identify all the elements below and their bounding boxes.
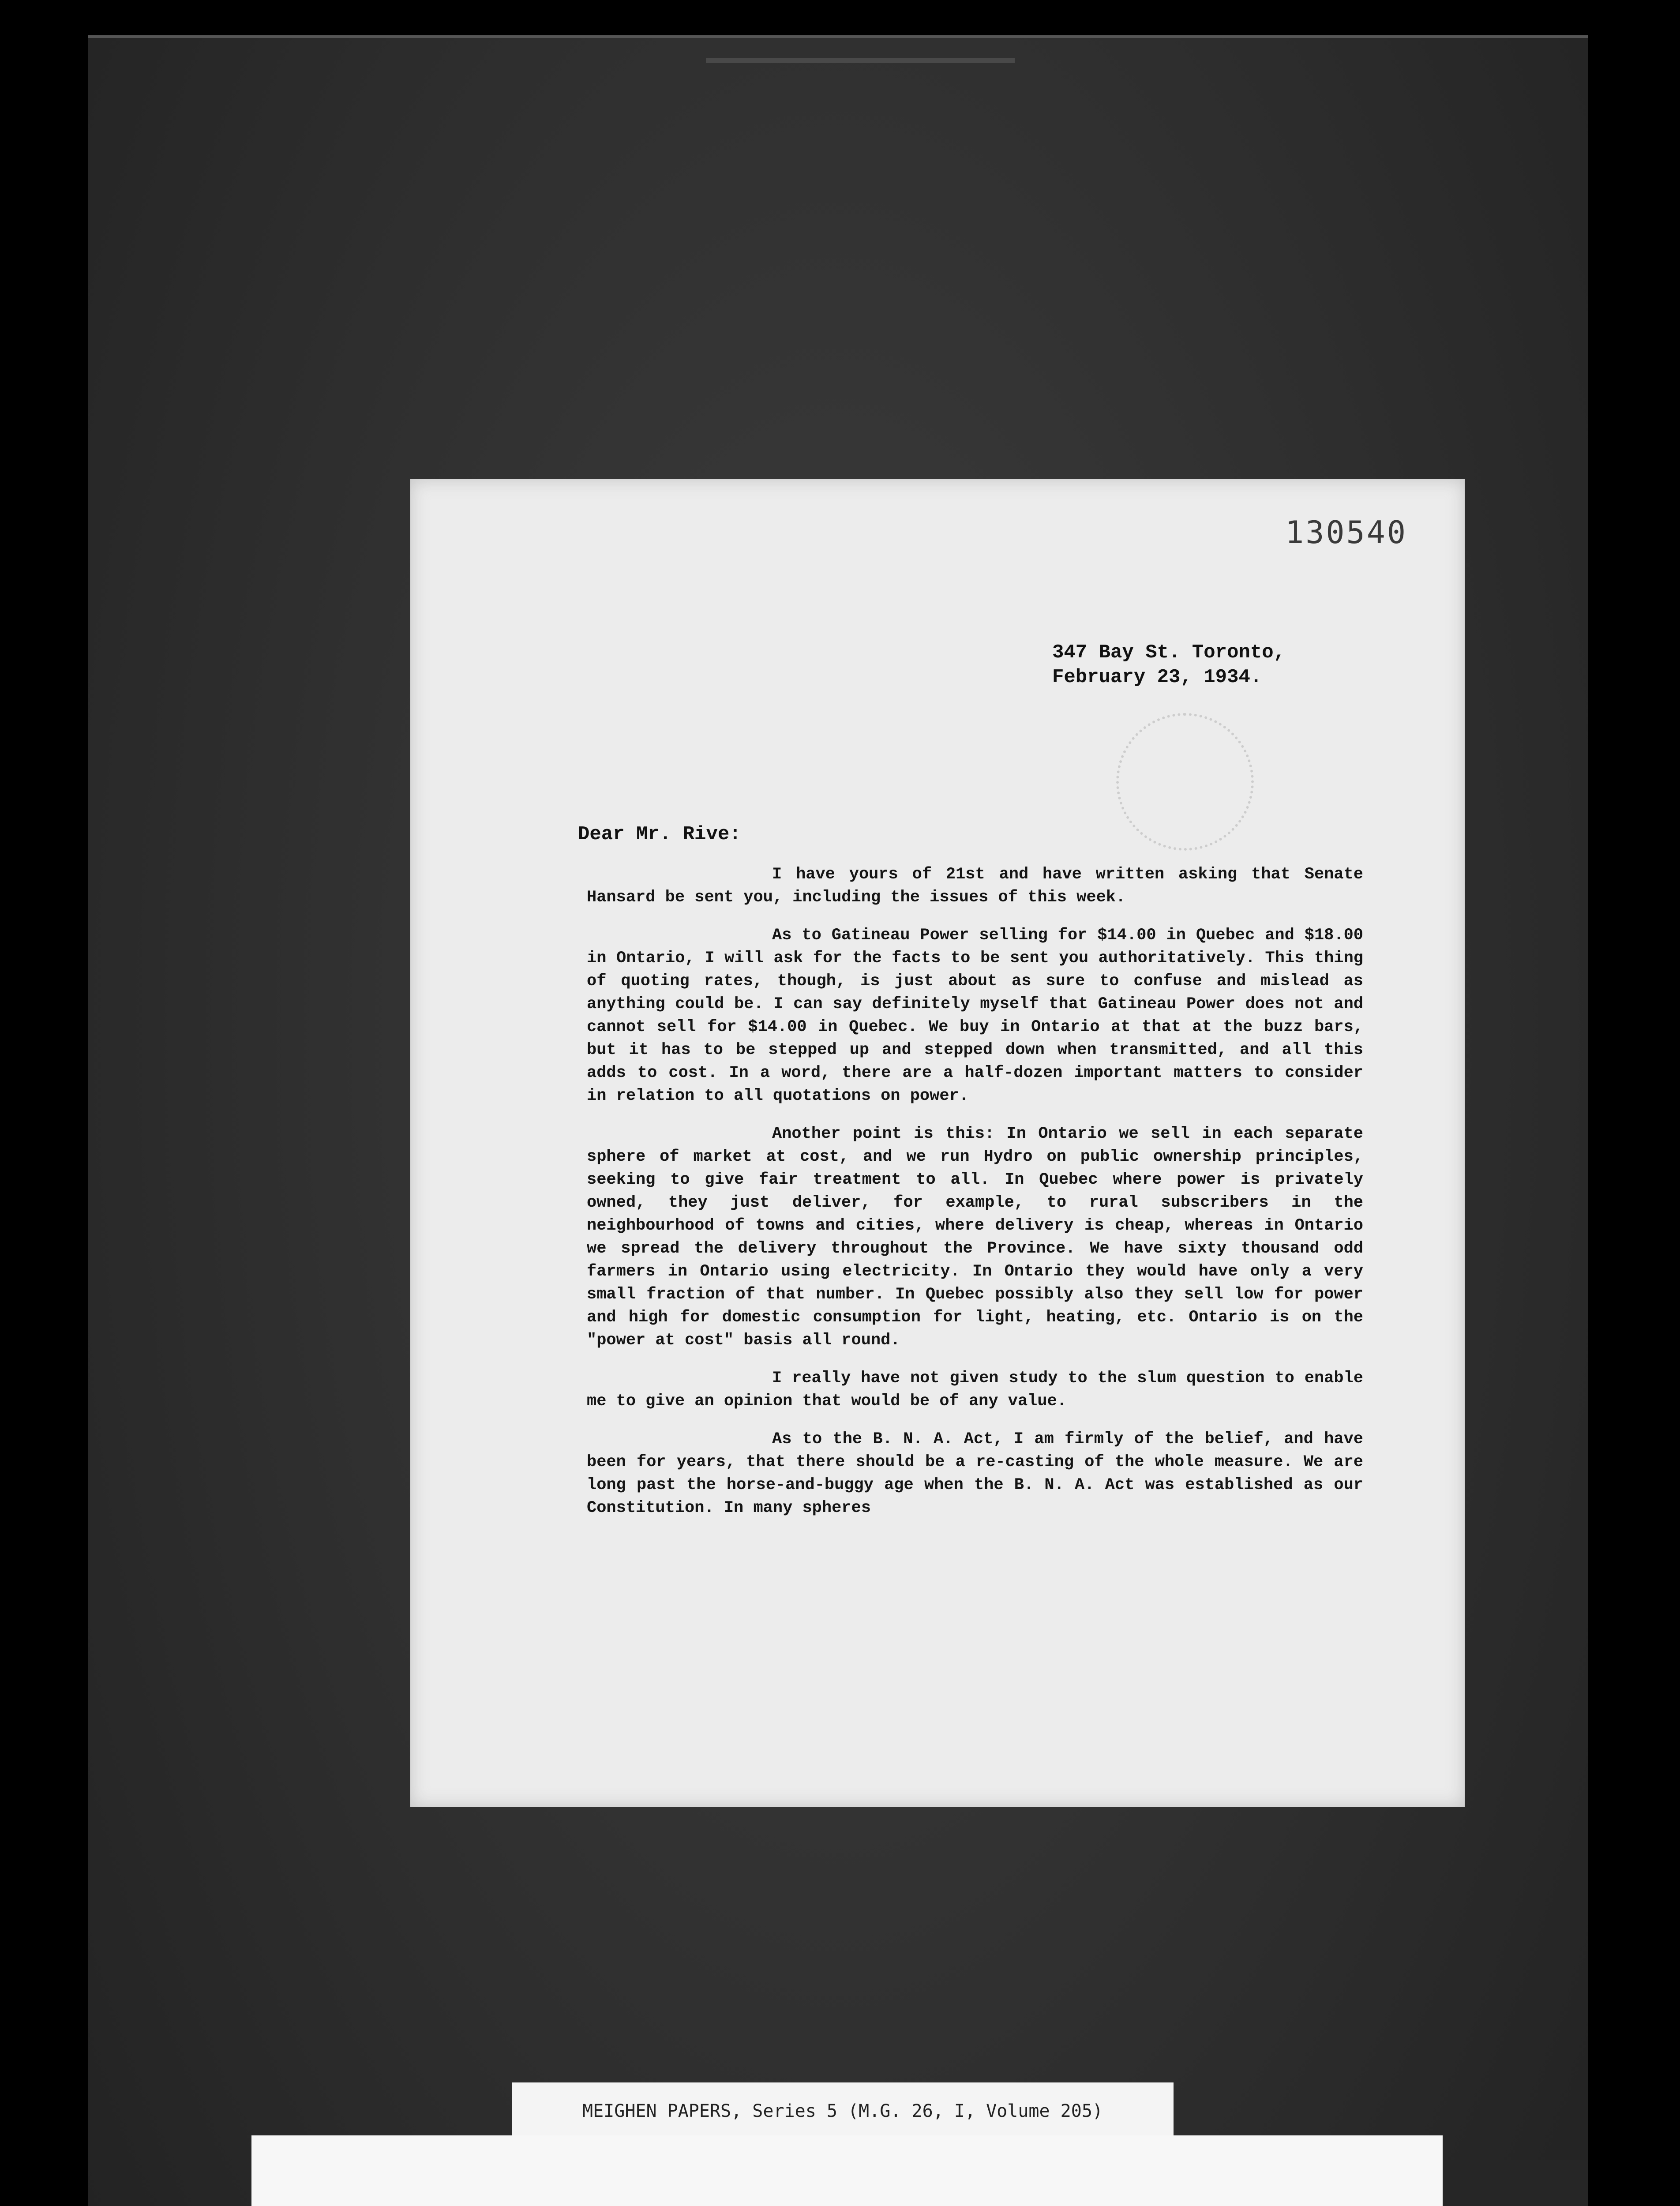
- collection-caption: MEIGHEN PAPERS, Series 5 (M.G. 26, I, Volume 205): [512, 2082, 1174, 2140]
- archive-card: [251, 2135, 1443, 2206]
- letter-date: February 23, 1934.: [1052, 666, 1262, 688]
- paragraph: As to the B. N. A. Act, I am firmly of the belief, and have been for years, that there should be a re-casting of the whole measure. We are long past the horse-and-buggy age when the B. N. A. Act was established as our Constitution. In many spheres: [587, 1430, 1363, 1517]
- salutation: Dear Mr. Rive:: [578, 823, 741, 845]
- paragraph: Another point is this: In Ontario we sell in each separate sphere of market at cost, and we run Hydro on public ownership principles, seeking to give fair treatment to all. In Quebec where power is privately owned, they just deliver, for example, to rural subscribers in the neighbourhood of towns and cities, where delivery is cheap, whereas in Ontario we spread the delivery throughout the Province. We have sixty thousand odd farmers in Ontario using electricity. In Ontario they would have only a very small fraction of that number. In Quebec possibly also they sell low for power and high for domestic consumption for light, heating, etc. Ontario is on the "power at cost" basis all round.: [587, 1125, 1363, 1350]
- letter-body: [587, 863, 1363, 1534]
- paragraph: As to Gatineau Power selling for $14.00 in Quebec and $18.00 in Ontario, I will ask for the facts to be sent you authoritatively. This thing of quoting rates, though, is just about as sure to confuse and mislead as anything could be. I can say definitely myself that Gatineau Power does not and cannot sell for $14.00 in Quebec. We buy in Ontario at that at the buzz bars, but it has to be stepped up and stepped down when transmitted, and all this adds to cost. In a word, there are a half-dozen important matters to consider in relation to all quotations on power.: [587, 926, 1363, 1105]
- microfilm-frame: [88, 35, 1588, 2206]
- embossed-seal-icon: [1116, 713, 1254, 851]
- sender-block: [1052, 640, 1285, 690]
- sender-address: 347 Bay St. Toronto,: [1052, 642, 1286, 664]
- paragraph: I really have not given study to the slum question to enable me to give an opinion that would be of any value.: [587, 1369, 1363, 1411]
- reference-number: 130540: [1285, 514, 1407, 551]
- letter-page: [410, 479, 1465, 1807]
- paragraph: I have yours of 21st and have written asking that Senate Hansard be sent you, including the issues of this week.: [587, 865, 1363, 907]
